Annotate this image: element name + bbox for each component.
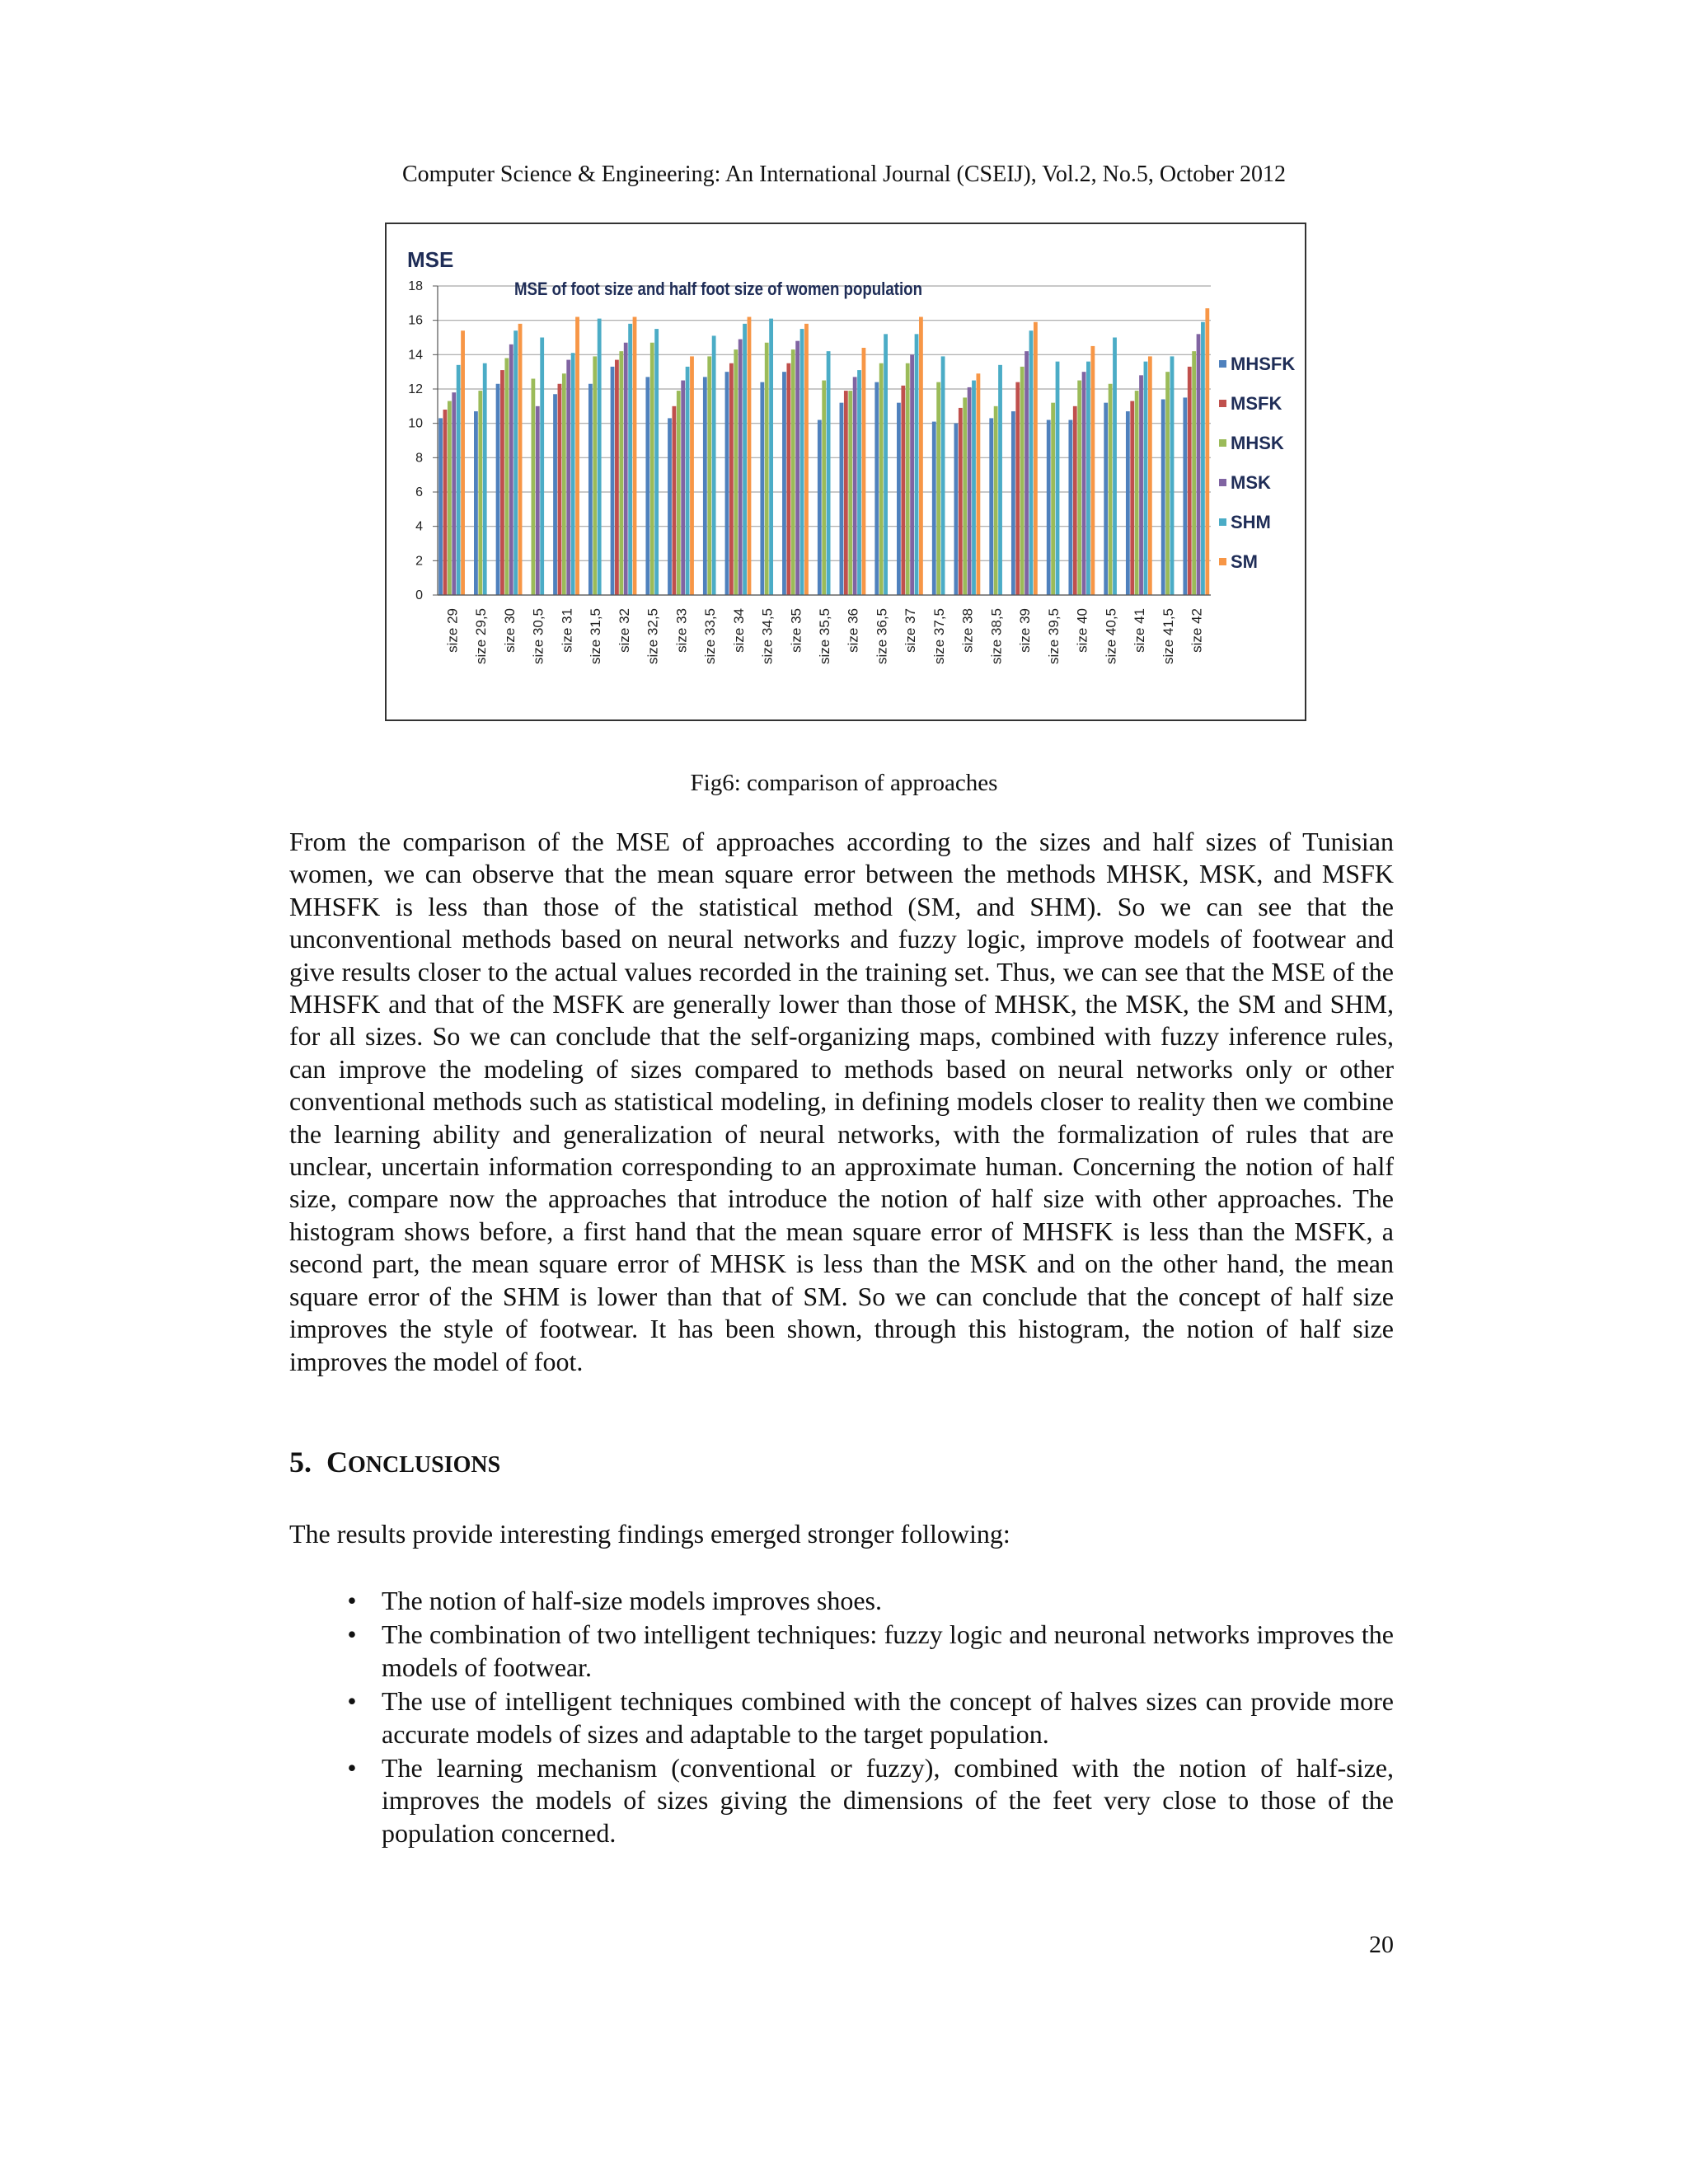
bar-mhsk-20 <box>1020 367 1025 595</box>
y-tick-label: 16 <box>408 313 423 328</box>
x-tick-label: size 36,5 <box>874 608 890 665</box>
section-title-rest: ONCLUSIONS <box>348 1452 501 1478</box>
x-tick-label: size 34,5 <box>759 608 776 665</box>
x-tick-label: size 31 <box>559 608 575 653</box>
y-tick-label: 4 <box>415 519 423 534</box>
x-tick-label: size 35 <box>788 608 804 653</box>
legend-swatch-mhsk <box>1219 439 1226 447</box>
bar-mhsfk-7 <box>645 377 649 595</box>
bar-mhsfk-18 <box>954 424 959 595</box>
x-tick-label: size 42 <box>1189 608 1205 653</box>
bar-mhsfk-15 <box>874 382 879 595</box>
bar-shm-8 <box>686 367 690 595</box>
bar-mhsk-17 <box>936 382 940 595</box>
bar-msk-4 <box>566 360 570 595</box>
bar-mhsk-3 <box>531 379 535 596</box>
bar-mhsk-8 <box>677 391 681 595</box>
bar-mhsfk-2 <box>496 384 500 595</box>
bar-shm-13 <box>827 351 831 595</box>
bar-mhsk-9 <box>707 356 711 595</box>
x-tick-label: size 41 <box>1132 608 1148 653</box>
bar-mhsfk-23 <box>1104 403 1108 595</box>
list-item <box>340 1752 1394 1849</box>
x-tick-label: size 34 <box>730 608 747 653</box>
y-tick-label: 6 <box>415 485 423 499</box>
bar-msk-3 <box>536 406 540 595</box>
bar-mhsk-5 <box>593 356 597 595</box>
bar-msfk-26 <box>1188 367 1192 595</box>
bar-shm-1 <box>483 363 487 595</box>
x-tick-label: size 37 <box>903 608 919 653</box>
y-tick-label: 0 <box>415 588 423 602</box>
bar-mhsk-14 <box>848 391 852 595</box>
bar-shm-21 <box>1056 362 1060 595</box>
x-tick-label: size 39,5 <box>1045 608 1062 665</box>
bar-mhsk-26 <box>1192 351 1196 595</box>
bar-mhsfk-24 <box>1126 411 1130 595</box>
bar-sm-26 <box>1205 308 1209 595</box>
x-tick-label: size 36 <box>845 608 861 653</box>
x-tick-label: size 33 <box>673 608 690 653</box>
bar-shm-17 <box>941 356 945 595</box>
bar-msk-2 <box>509 344 513 595</box>
bullet-icon: • <box>347 1753 357 1783</box>
section-title-initial: C <box>326 1446 348 1479</box>
y-tick-label: 14 <box>408 348 423 363</box>
figure-chart <box>385 223 1306 721</box>
bar-msk-24 <box>1139 375 1143 595</box>
list-item-text: The notion of half-size models improves shoes. <box>382 1586 882 1615</box>
bar-mhsfk-10 <box>725 372 729 595</box>
bar-sm-4 <box>575 317 579 596</box>
bar-sm-22 <box>1090 346 1095 595</box>
bar-shm-7 <box>654 329 659 595</box>
bullet-icon: • <box>347 1619 357 1650</box>
bar-mhsk-0 <box>448 401 452 595</box>
y-tick-label: 10 <box>408 416 423 431</box>
x-tick-label: size 38 <box>959 608 976 653</box>
bar-msfk-2 <box>500 370 504 595</box>
bar-mhsk-19 <box>994 406 998 595</box>
bar-msfk-0 <box>443 410 448 595</box>
list-item-text: The learning mechanism (conventional or fuzzy), combined with the notion of half-size, improves the models of sizes giving the dimensions of the feet very close to those of the population concerned. <box>382 1753 1394 1848</box>
legend-swatch-msfk <box>1219 400 1226 407</box>
bar-mhsfk-13 <box>818 420 822 596</box>
bar-sm-20 <box>1034 322 1038 595</box>
legend-label-msfk: MSFK <box>1231 393 1282 414</box>
bar-shm-5 <box>598 319 602 595</box>
x-tick-label: size 37,5 <box>931 608 947 665</box>
bar-sm-10 <box>748 317 752 596</box>
bar-mhsfk-26 <box>1183 397 1187 595</box>
page-number: 20 <box>1369 1931 1394 1958</box>
legend-label-msk: MSK <box>1231 472 1271 493</box>
bar-mhsk-7 <box>650 343 654 595</box>
bar-shm-19 <box>998 365 1002 595</box>
bar-mhsk-10 <box>734 349 738 595</box>
x-tick-label: size 31,5 <box>588 608 604 665</box>
bar-sm-24 <box>1148 356 1152 595</box>
bar-msk-8 <box>681 381 685 595</box>
bar-mhsfk-9 <box>703 377 707 595</box>
bar-mhsk-18 <box>963 397 967 595</box>
x-tick-label: size 40,5 <box>1103 608 1119 665</box>
bar-shm-15 <box>884 334 888 595</box>
section-heading <box>289 1445 500 1479</box>
bar-msfk-10 <box>729 363 734 595</box>
body-paragraph: From the comparison of the MSE of approaches according to the sizes and half sizes of Tunisian women, we can observe that the mean square error between the methods MHSK, MSK, and MSFK MHSFK is less than those of the statistical method (SM, and SHM). So we can see that the unconventional methods based on neural networks and fuzzy logic, improve models of footwear and give results closer to the actual values recorded in the training set. Thus, we can see that the MSE of the MHSFK and that of the MSFK are generally lower than those of MHSK, the MSK, the SM and SHM, for all sizes. So we can conclude that the self-organizing maps, combined with fuzzy inference rules, can improve the modeling of sizes compared to methods based on neural networks only or other conventional methods such as statistical modeling, in defining models closer to reality then we combine the learning ability and generalization of neural networks, with the formalization of rules that are unclear, uncertain information corresponding to an approximate human. Concerning the notion of half size, compare now the approaches that introduce the notion of half size with other approaches. The histogram shows before, a first hand that the mean square error of MHSFK is less than the MSFK, a second part, the mean square error of MHSK is less than the MSK and on the other hand, the mean square error of the SHM is lower than that of SM. So we can conclude that the concept of half size improves the style of footwear. It has been shown, through this histogram, the notion of half size improves the model of foot. <box>289 827 1394 1376</box>
list-item <box>340 1685 1394 1750</box>
bar-msfk-16 <box>901 386 905 595</box>
y-tick-label: 12 <box>408 382 423 396</box>
bar-msk-10 <box>738 340 743 595</box>
bar-shm-25 <box>1170 356 1175 595</box>
x-tick-label: size 33,5 <box>702 608 719 665</box>
bar-mhsfk-11 <box>760 382 764 595</box>
list-item <box>340 1585 1394 1617</box>
x-tick-label: size 40 <box>1074 608 1090 653</box>
bar-msfk-18 <box>959 408 963 595</box>
bar-msk-18 <box>968 387 972 595</box>
bar-mhsfk-22 <box>1068 420 1072 596</box>
bar-mhsfk-12 <box>782 372 786 595</box>
x-tick-label: size 29 <box>444 608 461 653</box>
bar-shm-9 <box>712 335 716 595</box>
bar-sm-2 <box>518 324 523 595</box>
x-tick-label: size 32 <box>616 608 632 653</box>
bar-sm-18 <box>977 373 981 595</box>
bar-msfk-4 <box>558 384 562 595</box>
y-tick-label: 18 <box>408 279 423 293</box>
list-item-text: The use of intelligent techniques combined with the concept of halves sizes can provide more accurate models of sizes and adaptable to the target population. <box>382 1686 1394 1749</box>
bar-msk-6 <box>624 343 628 595</box>
bar-msk-14 <box>853 377 857 595</box>
bar-msfk-14 <box>844 391 848 595</box>
x-tick-label: size 30,5 <box>530 608 546 665</box>
x-tick-label: size 39 <box>1017 608 1034 653</box>
bar-shm-11 <box>769 319 773 595</box>
y-tick-label: 8 <box>415 451 423 466</box>
bar-shm-22 <box>1086 362 1090 595</box>
bar-msfk-22 <box>1073 406 1077 595</box>
legend-label-mhsfk: MHSFK <box>1231 354 1296 374</box>
bar-mhsfk-17 <box>932 422 936 595</box>
legend-swatch-mhsfk <box>1219 360 1226 368</box>
chart-svg <box>387 224 1305 719</box>
bar-msfk-6 <box>615 360 619 595</box>
x-tick-label: size 41,5 <box>1160 608 1176 665</box>
bar-msk-22 <box>1082 372 1086 595</box>
list-item <box>340 1619 1394 1684</box>
x-tick-label: size 35,5 <box>817 608 832 665</box>
bar-sm-8 <box>690 356 694 595</box>
bar-mhsk-22 <box>1077 381 1081 595</box>
bar-mhsk-11 <box>765 343 769 595</box>
bar-mhsk-12 <box>791 349 795 595</box>
bar-shm-0 <box>457 365 461 595</box>
bar-mhsfk-16 <box>897 403 901 595</box>
bar-mhsk-16 <box>906 363 910 595</box>
bar-msk-26 <box>1197 334 1201 595</box>
bar-shm-16 <box>915 334 919 595</box>
bar-mhsk-1 <box>478 391 482 595</box>
bar-msfk-12 <box>786 363 790 595</box>
x-tick-label: size 38,5 <box>988 608 1005 665</box>
legend-swatch-sm <box>1219 558 1226 565</box>
bar-mhsfk-5 <box>588 384 593 595</box>
bar-mhsk-25 <box>1165 372 1170 595</box>
bar-mhsfk-8 <box>668 418 672 595</box>
bar-shm-26 <box>1201 322 1205 595</box>
bar-mhsfk-1 <box>474 411 478 595</box>
bar-mhsfk-14 <box>840 403 844 595</box>
bar-mhsk-15 <box>879 363 884 595</box>
bar-mhsfk-19 <box>989 418 993 595</box>
section-number: 5. <box>289 1446 312 1479</box>
bar-shm-10 <box>743 324 747 595</box>
bar-shm-2 <box>513 330 518 595</box>
bar-shm-23 <box>1113 338 1117 596</box>
legend-label-shm: SHM <box>1231 512 1271 532</box>
legend-label-sm: SM <box>1231 551 1258 572</box>
bar-sm-6 <box>633 317 637 596</box>
bar-mhsk-13 <box>822 381 826 595</box>
chart-title: MSE of foot size and half foot size of women population <box>514 279 922 299</box>
bar-shm-4 <box>571 353 575 595</box>
bar-msk-20 <box>1025 351 1029 595</box>
bar-mhsfk-21 <box>1047 420 1051 596</box>
bar-mhsfk-0 <box>438 418 443 595</box>
bar-shm-6 <box>628 324 632 595</box>
running-header: Computer Science & Engineering: An International Journal (CSEIJ), Vol.2, No.5, October 2012 <box>401 162 1287 187</box>
bar-mhsk-2 <box>504 359 509 596</box>
bar-mhsk-24 <box>1135 391 1139 595</box>
bar-msk-0 <box>452 392 456 595</box>
bar-mhsk-21 <box>1051 403 1055 595</box>
x-tick-label: size 32,5 <box>645 608 661 665</box>
bar-mhsk-23 <box>1109 384 1113 595</box>
list-item-text: The combination of two intelligent techniques: fuzzy logic and neuronal networks improves the models of footwear. <box>382 1619 1394 1682</box>
bar-msfk-20 <box>1015 382 1020 595</box>
bar-sm-0 <box>461 330 465 595</box>
bar-msfk-24 <box>1130 401 1134 595</box>
figure-caption: Fig6: comparison of approaches <box>690 770 998 796</box>
bar-shm-3 <box>540 338 544 596</box>
bar-mhsk-6 <box>619 351 623 595</box>
x-tick-label: size 30 <box>501 608 518 653</box>
bar-shm-18 <box>972 381 976 595</box>
conclusion-list <box>340 1585 1394 1851</box>
x-tick-label: size 29,5 <box>473 608 490 665</box>
bar-mhsfk-6 <box>611 367 615 595</box>
legend-swatch-msk <box>1219 479 1226 486</box>
bar-sm-14 <box>862 348 866 595</box>
bar-msk-12 <box>795 341 799 595</box>
y-tick-label: 2 <box>415 554 423 569</box>
bar-shm-20 <box>1029 330 1034 595</box>
bar-sm-16 <box>919 317 923 596</box>
bar-mhsfk-25 <box>1161 400 1165 596</box>
bar-msk-16 <box>910 354 914 595</box>
legend-label-mhsk: MHSK <box>1231 433 1284 453</box>
bar-mhsk-4 <box>562 373 566 595</box>
bar-msfk-8 <box>672 406 676 595</box>
chart-ylabel: MSE <box>407 247 454 272</box>
bar-sm-12 <box>804 324 809 595</box>
bullet-icon: • <box>347 1586 357 1615</box>
bar-shm-12 <box>800 329 804 595</box>
bar-mhsfk-4 <box>553 394 557 595</box>
legend-swatch-shm <box>1219 518 1226 526</box>
bar-mhsfk-20 <box>1011 411 1015 595</box>
conclusion-intro: The results provide interesting findings emerged stronger following: <box>289 1519 1010 1549</box>
bar-shm-24 <box>1144 362 1148 595</box>
bullet-icon: • <box>347 1686 357 1717</box>
bar-shm-14 <box>857 370 861 595</box>
